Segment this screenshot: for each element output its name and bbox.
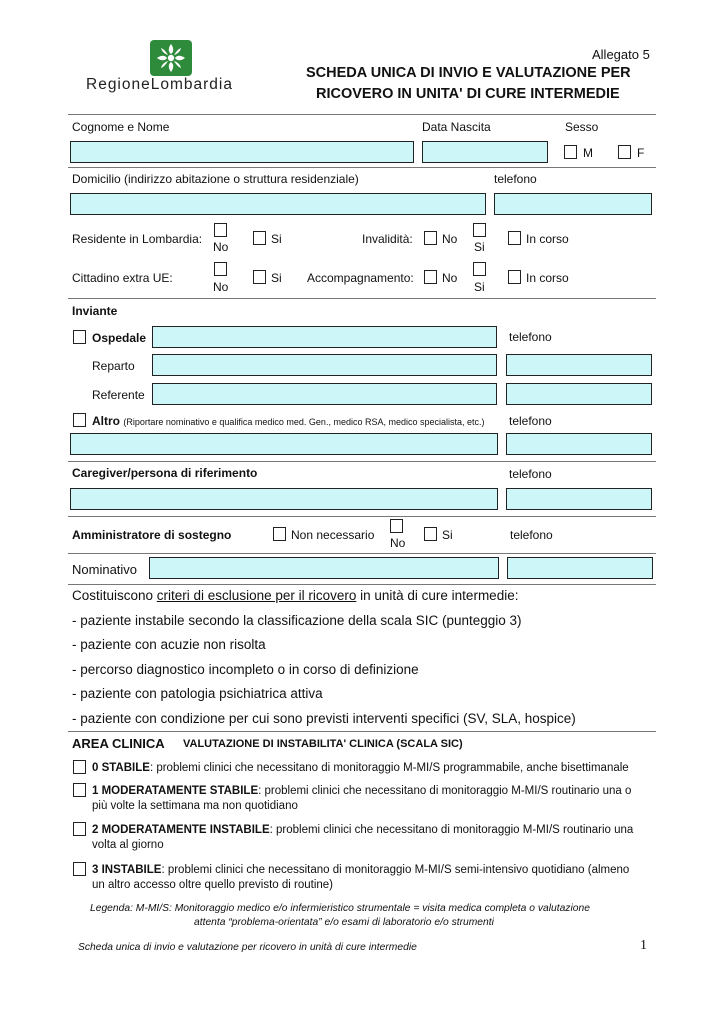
sic-level-2-text [92, 824, 633, 836]
sic-level-desc-line2: volta al giorno [92, 839, 164, 851]
domicile-phone-field[interactable] [494, 193, 652, 215]
referent-field[interactable] [152, 383, 497, 405]
exclusion-intro [72, 588, 518, 603]
divider [68, 167, 656, 168]
sex-label: Sesso [565, 120, 599, 134]
sic-level-desc: : problemi clinici che necessitano di monitoraggio M-MI/S programmabile, anche bisettimanale [149, 762, 629, 774]
page-number: 1 [640, 938, 647, 953]
exclusion-intro-after: in unità di cure intermedie: [356, 588, 519, 603]
sex-m-label: M [583, 146, 593, 160]
sic-level-desc-line2: un altro accesso oltre quello previsto di routine) [92, 879, 333, 891]
footer-text: Scheda unica di invio e valutazione per ricovero in unità di cure intermedie [78, 942, 417, 953]
invalidity-in-corso-checkbox[interactable] [508, 231, 521, 245]
invalidity-si-checkbox[interactable] [473, 223, 486, 237]
admin-not-needed-checkbox[interactable] [273, 527, 286, 541]
sic-scale-label: VALUTAZIONE DI INSTABILITA' CLINICA (SCALA SIC) [183, 738, 463, 750]
divider [68, 516, 656, 517]
invalidity-no-checkbox[interactable] [424, 231, 437, 245]
caregiver-phone-field[interactable] [506, 488, 652, 510]
accompaniment-label: Accompagnamento: [307, 271, 414, 285]
birth-date-label: Data Nascita [422, 120, 491, 134]
divider [68, 553, 656, 554]
hospital-label: Ospedale [92, 331, 147, 345]
admin-si-label: Si [442, 528, 453, 542]
other-label: Altro [92, 414, 120, 428]
sic-level-code: 2 MODERATAMENTE INSTABILE [92, 824, 270, 836]
other-sender-label [92, 414, 485, 428]
sic-level-2-checkbox[interactable] [73, 822, 86, 836]
divider [68, 461, 656, 462]
hospital-field[interactable] [152, 326, 497, 348]
resident-si-label: Si [271, 232, 282, 246]
annex-label: Allegato 5 [592, 47, 650, 62]
divider [68, 114, 656, 115]
accompaniment-no-label: No [442, 271, 458, 285]
nominative-label: Nominativo [72, 562, 138, 577]
sic-level-code: 3 INSTABILE [92, 864, 162, 876]
region-logo-text: RegioneLombardia [86, 76, 233, 93]
extra-ue-no-checkbox[interactable] [214, 262, 227, 276]
extra-ue-si-checkbox[interactable] [253, 270, 266, 284]
sic-level-desc: : problemi clinici che necessitano di monitoraggio M-MI/S routinario una o [258, 785, 632, 797]
sic-level-desc-line2: più volte la settimana ma non quotidiano [92, 800, 298, 812]
other-field[interactable] [70, 433, 498, 455]
exclusion-item: - paziente con acuzie non risolta [72, 637, 266, 652]
resident-label: Residente in Lombardia: [72, 232, 203, 246]
domicile-label: Domicilio (indirizzo abitazione o struttura residenziale) [72, 172, 359, 186]
legend-line2: attenta “problema-orientata” e/o esami di laboratorio e/o strumenti [194, 917, 494, 928]
name-label: Cognome e Nome [72, 120, 170, 134]
other-checkbox[interactable] [73, 413, 86, 427]
domicile-field[interactable] [70, 193, 486, 215]
extra-ue-si-label: Si [271, 271, 282, 285]
admin-si-checkbox[interactable] [424, 527, 437, 541]
domicile-phone-label: telefono [494, 172, 537, 186]
divider [68, 584, 656, 585]
other-phone-field[interactable] [506, 433, 652, 455]
resident-no-label: No [213, 240, 229, 254]
sic-level-code: 0 STABILE [92, 762, 150, 774]
other-phone-label: telefono [509, 414, 552, 428]
admin-phone-label: telefono [510, 528, 553, 542]
birth-date-field[interactable] [422, 141, 548, 163]
sex-f-checkbox[interactable] [618, 145, 631, 159]
sic-level-code: 1 MODERATAMENTE STABILE [92, 785, 259, 797]
sic-level-1-text [92, 785, 631, 797]
sic-level-3-checkbox[interactable] [73, 862, 86, 876]
clinical-area-label: AREA CLINICA [72, 736, 165, 751]
divider [68, 731, 656, 732]
resident-si-checkbox[interactable] [253, 231, 266, 245]
invalidity-si-label: Si [474, 240, 485, 254]
exclusion-criteria-link: criteri di esclusione per il ricovero [156, 588, 357, 603]
accompaniment-in-corso-label: In corso [526, 271, 569, 285]
exclusion-intro-before: Costituiscono [72, 588, 157, 603]
region-logo [86, 40, 261, 96]
referent-phone-field[interactable] [506, 383, 652, 405]
admin-no-label: No [390, 536, 406, 550]
nominative-field[interactable] [149, 557, 499, 579]
accompaniment-si-label: Si [474, 280, 485, 294]
nominative-phone-field[interactable] [507, 557, 653, 579]
page-title-line1: SCHEDA UNICA DI INVIO E VALUTAZIONE PER [306, 65, 631, 81]
ward-field[interactable] [152, 354, 497, 376]
ward-label: Reparto [92, 359, 135, 373]
ward-phone-field[interactable] [506, 354, 652, 376]
caregiver-field[interactable] [70, 488, 498, 510]
sic-level-desc: : problemi clinici che necessitano di monitoraggio M-MI/S semi-intensivo quotidiano (almeno [161, 864, 630, 876]
sic-level-0-text [92, 762, 629, 774]
sex-m-checkbox[interactable] [564, 145, 577, 159]
admin-not-needed-label: Non necessario [291, 528, 375, 542]
resident-no-checkbox[interactable] [214, 223, 227, 237]
extra-ue-no-label: No [213, 280, 229, 294]
admin-heading: Amministratore di sostegno [72, 528, 232, 542]
exclusion-item: - paziente con patologia psichiatrica attiva [72, 686, 323, 701]
accompaniment-si-checkbox[interactable] [473, 262, 486, 276]
region-logo-icon [150, 40, 192, 76]
divider [68, 298, 656, 299]
invalidity-label: Invalidità: [362, 232, 413, 246]
referent-label: Referente [92, 388, 145, 402]
name-field[interactable] [70, 141, 414, 163]
sic-level-0-checkbox[interactable] [73, 760, 86, 774]
other-note: (Riportare nominativo e qualifica medico med. Gen., medico RSA, medico specialista, etc.) [123, 417, 485, 427]
exclusion-item: - percorso diagnostico incompleto o in corso di definizione [72, 662, 419, 677]
sic-level-1-checkbox[interactable] [73, 783, 86, 797]
admin-no-checkbox[interactable] [390, 519, 403, 533]
sender-heading: Inviante [72, 304, 118, 318]
caregiver-heading: Caregiver/persona di riferimento [72, 466, 258, 480]
hospital-checkbox[interactable] [73, 330, 86, 344]
sic-level-desc: : problemi clinici che necessitano di monitoraggio M-MI/S routinario una [269, 824, 634, 836]
invalidity-no-label: No [442, 232, 458, 246]
exclusion-item: - paziente con condizione per cui sono previsti interventi specifici (SV, SLA, hospice) [72, 711, 576, 726]
legend-line1: Legenda: M-MI/S: Monitoraggio medico e/o infermieristico strumentale = visita medica completa o valutazione [90, 903, 590, 914]
accompaniment-in-corso-checkbox[interactable] [508, 270, 521, 284]
invalidity-in-corso-label: In corso [526, 232, 569, 246]
extra-ue-label: Cittadino extra UE: [72, 271, 173, 285]
accompaniment-no-checkbox[interactable] [424, 270, 437, 284]
sex-f-label: F [637, 146, 645, 160]
caregiver-phone-label: telefono [509, 467, 552, 481]
page-title-line2: RICOVERO IN UNITA' DI CURE INTERMEDIE [316, 86, 620, 102]
sic-level-3-text [92, 864, 629, 876]
hospital-phone-label: telefono [509, 330, 552, 344]
exclusion-item: - paziente instabile secondo la classificazione della scala SIC (punteggio 3) [72, 613, 522, 628]
